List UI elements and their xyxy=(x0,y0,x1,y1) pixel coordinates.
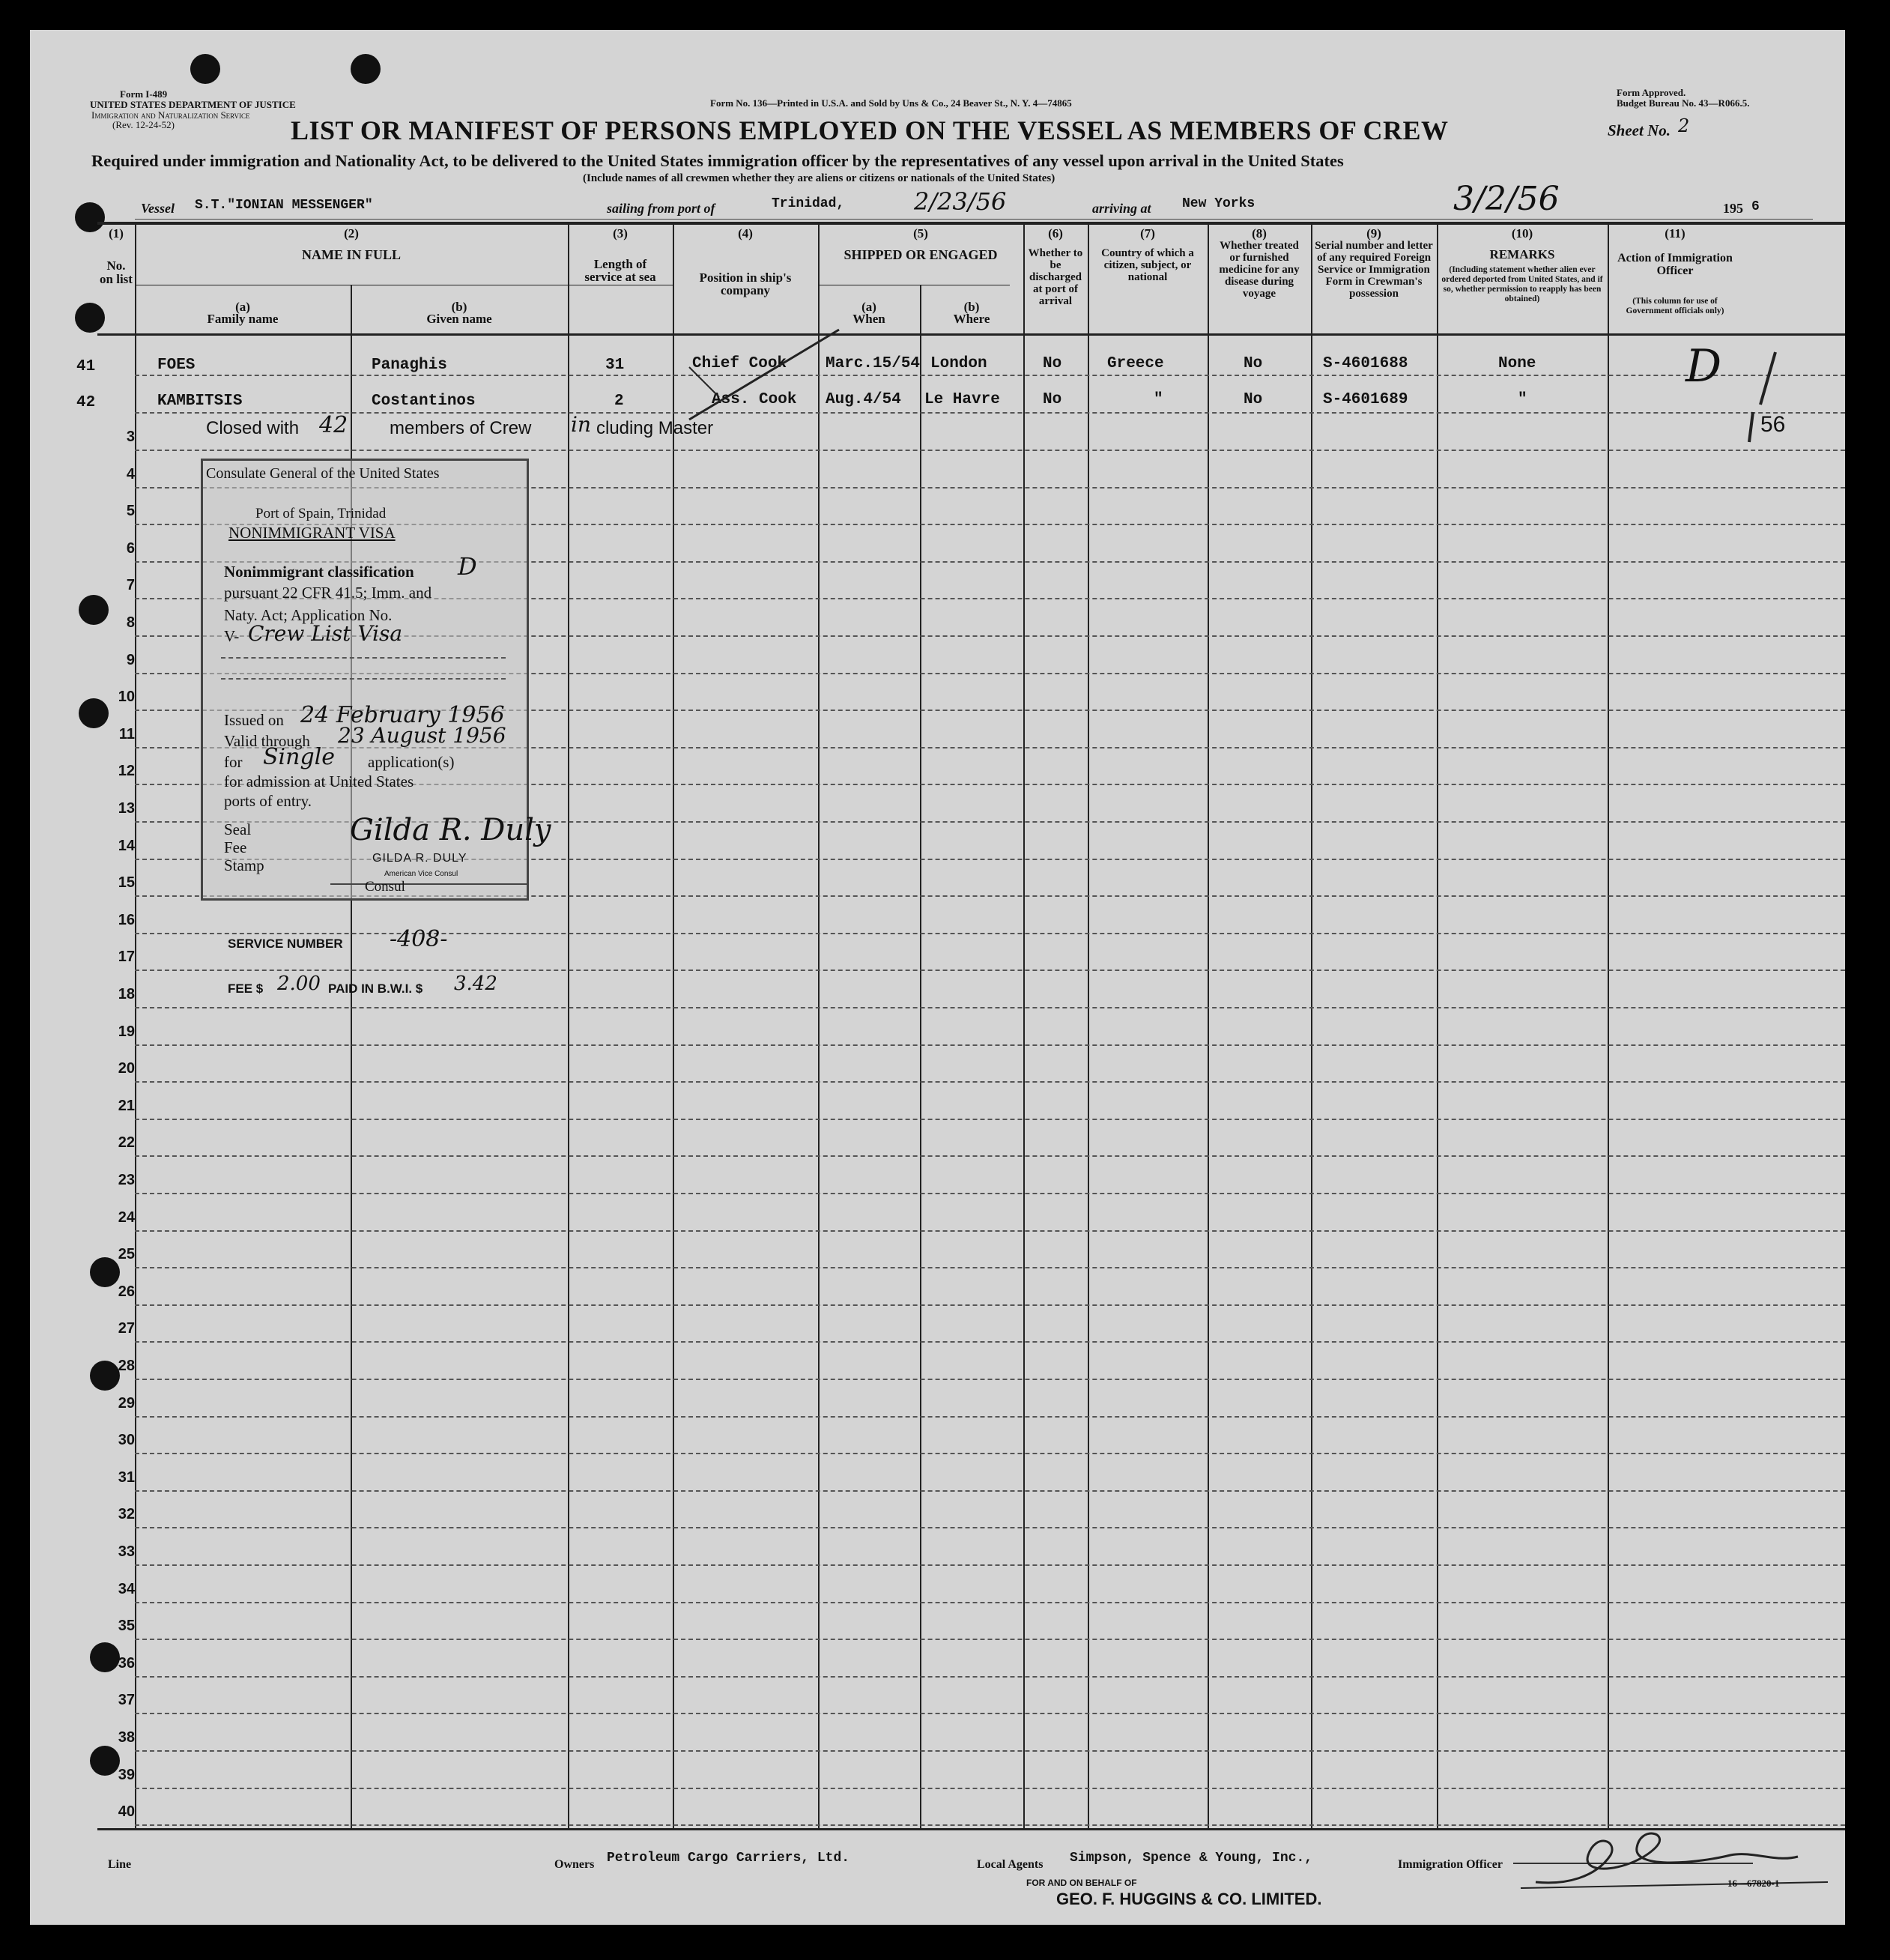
manifest-sheet xyxy=(30,30,1845,1925)
shipped-where: Le Havre xyxy=(924,391,1000,408)
position: Chief Cook xyxy=(692,355,787,372)
col-divider xyxy=(1311,222,1312,1830)
row-rule xyxy=(135,1490,1845,1492)
consul-title: American Vice Consul xyxy=(384,870,458,878)
printer-note: Form No. 136—Printed in U.S.A. and Sold by Uns & Co., 24 Beaver St., N. Y. 4—74865 xyxy=(710,97,1072,109)
footer-officer-label: Immigration Officer xyxy=(1398,1858,1503,1871)
col-divider xyxy=(920,285,921,1830)
row-rule xyxy=(135,1527,1845,1528)
closing-prefix: Closed with xyxy=(206,418,300,438)
row-number: 23 xyxy=(118,1172,135,1188)
officer-initial: D xyxy=(1685,340,1722,393)
row-number: 7 xyxy=(126,577,135,593)
paid-value: 3.42 xyxy=(454,973,497,995)
stamp-class-label: Nonimmigrant classification xyxy=(224,563,414,581)
row-number: 33 xyxy=(118,1543,135,1560)
row-rule xyxy=(135,1788,1845,1789)
row-number: 15 xyxy=(118,874,135,891)
row-rule xyxy=(135,970,1845,971)
col2a-num: (a) xyxy=(235,300,250,314)
col8-label: Whether treated or furnished medicine for any disease during voyage xyxy=(1219,240,1300,300)
col4-num: (4) xyxy=(738,226,753,241)
col3-num: (3) xyxy=(613,226,628,241)
row-number: 18 xyxy=(118,986,135,1002)
service: Immigration and Naturalization Service xyxy=(91,109,250,121)
row-rule xyxy=(135,450,1845,451)
col3-label: Length of service at sea xyxy=(584,257,656,284)
footer-owners-label: Owners xyxy=(554,1858,595,1871)
pen-stroke xyxy=(674,315,854,435)
row-number: 12 xyxy=(118,763,135,779)
col5a-label: When xyxy=(852,312,885,326)
row-rule xyxy=(135,375,1845,376)
stamp-issued-value: 24 February 1956 xyxy=(300,702,505,728)
closing-count: 42 xyxy=(319,412,348,438)
row-number: 28 xyxy=(118,1358,135,1374)
row-rule xyxy=(135,1602,1845,1603)
given-name: Costantinos xyxy=(372,393,476,410)
sheet-number: 2 xyxy=(1678,115,1690,136)
footer-agents: Simpson, Spence & Young, Inc., xyxy=(1070,1851,1313,1866)
col6-label: Whether to be discharged at port of arrival xyxy=(1028,247,1083,307)
sailing-date: 2/23/56 xyxy=(914,187,1007,216)
punch-hole xyxy=(75,303,105,333)
col-divider xyxy=(1608,222,1609,1830)
col10-note: (Including statement whether alien ever ordered deported from United States, and if so, whether permission to reapply has been obtained) xyxy=(1441,265,1603,303)
page-title: LIST OR MANIFEST OF PERSONS EMPLOYED ON THE VESSEL AS MEMBERS OF CREW xyxy=(291,115,1449,145)
row-number: 31 xyxy=(118,1469,135,1486)
col11-note: (This column for use of Government officials only) xyxy=(1626,297,1724,315)
row-rule xyxy=(135,1676,1845,1678)
sailing-port: Trinidad, xyxy=(772,196,845,211)
fee-value: 2.00 xyxy=(277,973,321,995)
row-number: 27 xyxy=(118,1320,135,1337)
stamp-v-label: V- xyxy=(224,627,240,645)
stamp-act: Naty. Act; Application No. xyxy=(224,606,393,624)
col-divider xyxy=(1023,222,1025,1830)
row-rule xyxy=(135,1341,1845,1343)
year-prefix: 195 xyxy=(1723,201,1743,216)
col2b-num: (b) xyxy=(451,300,467,314)
stamp-seal: Seal xyxy=(224,820,252,838)
shipped-when: Aug.4/54 xyxy=(826,391,901,408)
col2-label: NAME IN FULL xyxy=(301,247,401,262)
row-rule xyxy=(135,1564,1845,1566)
stamp-issued-label: Issued on xyxy=(224,711,284,729)
discharge: No xyxy=(1043,391,1062,408)
row-number: 40 xyxy=(118,1803,135,1820)
sailing-label: sailing from port of xyxy=(607,201,715,216)
row-rule xyxy=(135,1267,1845,1268)
consul-name: GILDA R. DULY xyxy=(372,852,467,865)
row-rule xyxy=(135,1119,1845,1120)
col1-label: No. on list xyxy=(100,258,133,286)
stamp-divider xyxy=(221,678,506,680)
stamp-stamp: Stamp xyxy=(224,856,264,874)
col4-label: Position in ship's company xyxy=(699,270,792,297)
stamp-v-value: Crew List Visa xyxy=(248,621,403,646)
row-rule xyxy=(135,1750,1845,1752)
col10-num: (10) xyxy=(1511,226,1533,241)
row-rule xyxy=(135,1304,1845,1306)
row-number: 11 xyxy=(118,726,135,742)
row-number: 37 xyxy=(118,1692,135,1708)
given-name: Panaghis xyxy=(372,357,447,374)
stamp-title: NONIMMIGRANT VISA xyxy=(228,524,396,542)
col-divider xyxy=(568,222,569,1830)
closing-mid: members of Crew xyxy=(390,418,532,438)
row-number: 22 xyxy=(118,1134,135,1151)
row-number: 25 xyxy=(118,1246,135,1262)
row-rule xyxy=(135,1230,1845,1232)
stamp-fee: Fee xyxy=(224,838,247,856)
fee-label: FEE $ xyxy=(228,981,264,996)
consul-signature: Gilda R. Duly xyxy=(350,813,551,847)
col5b-label: Where xyxy=(953,312,990,326)
col2a-label: Family name xyxy=(207,312,279,326)
col10-label: REMARKS xyxy=(1489,247,1555,261)
row-number: 20 xyxy=(118,1060,135,1077)
vessel-name: S.T."IONIAN MESSENGER" xyxy=(195,198,373,213)
closing-suffix: cluding Master xyxy=(596,418,714,438)
row-rule xyxy=(135,1713,1845,1714)
row-number: 30 xyxy=(118,1432,135,1448)
list-number: 42 xyxy=(76,394,96,411)
service-length: 2 xyxy=(614,393,624,410)
stamp-port: Port of Spain, Trinidad xyxy=(255,506,387,521)
arriving-label: arriving at xyxy=(1092,201,1151,216)
stamp-pursuant: pursuant 22 CFR 41.5; Imm. and xyxy=(224,584,432,602)
footer-form-code: 16—67820-1 xyxy=(1727,1878,1780,1889)
table-top-border xyxy=(97,222,1845,225)
row-number: 9 xyxy=(126,652,135,668)
col11-num: (11) xyxy=(1665,226,1685,241)
sheet-label: Sheet No. xyxy=(1608,121,1671,139)
table-header-bottom xyxy=(97,333,1845,336)
row-number: 34 xyxy=(118,1581,135,1597)
consular-visa-stamp xyxy=(201,459,551,901)
footer-agents-label: Local Agents xyxy=(977,1858,1044,1871)
stamp-admission: for admission at United States xyxy=(224,772,414,790)
row-number: 10 xyxy=(118,689,135,705)
row-rule xyxy=(135,1155,1845,1157)
service-number-value: -408- xyxy=(390,926,448,952)
row-number: 17 xyxy=(118,949,135,965)
include-note: (Include names of all crewmen whether they are aliens or citizens or nationals of the United States) xyxy=(583,172,1055,184)
vessel-label: Vessel xyxy=(141,201,175,216)
row-rule xyxy=(135,1453,1845,1454)
stamp-for-label: for xyxy=(224,753,243,771)
position: Ass. Cook xyxy=(712,391,797,408)
paid-label: PAID IN B.W.I. $ xyxy=(328,981,423,996)
stamp-class-value: D xyxy=(458,552,477,581)
stamp-valid-label: Valid through xyxy=(224,732,310,750)
row-rule xyxy=(135,1193,1845,1194)
col9-label: Serial number and letter of any required Foreign Service or Immigration Form in Crewman's possession xyxy=(1315,240,1433,300)
family-name: FOES xyxy=(157,357,196,374)
col-divider xyxy=(135,222,136,1830)
col7-num: (7) xyxy=(1140,226,1155,241)
vessel-underline xyxy=(135,219,1813,220)
serial-number: S-4601688 xyxy=(1323,355,1408,372)
stamp-divider xyxy=(221,657,506,659)
medicine: No xyxy=(1244,391,1263,408)
row-number: 24 xyxy=(118,1209,135,1226)
footer-company: GEO. F. HUGGINS & CO. LIMITED. xyxy=(1056,1890,1322,1908)
row-rule xyxy=(135,1416,1845,1418)
row-rule xyxy=(135,1379,1845,1380)
budget-bureau: Budget Bureau No. 43—R066.5. xyxy=(1617,97,1750,109)
col1-num: (1) xyxy=(109,226,124,241)
col5b-num: (b) xyxy=(963,300,980,314)
row-rule xyxy=(135,412,1845,414)
shipped-when: Marc.15/54 xyxy=(826,355,921,372)
discharge: No xyxy=(1043,355,1062,372)
row-number: 13 xyxy=(118,800,135,817)
row-number: 32 xyxy=(118,1506,135,1522)
form-approved: Form Approved. xyxy=(1617,87,1686,98)
row-rule xyxy=(135,1081,1845,1083)
col8-num: (8) xyxy=(1252,226,1267,241)
year-suffix: 6 xyxy=(1751,199,1760,214)
shipped-where: London xyxy=(930,355,987,372)
remarks: None xyxy=(1498,355,1536,372)
revision: (Rev. 12-24-52) xyxy=(112,119,175,130)
stamp-application: application(s) xyxy=(368,753,455,771)
row-number: 19 xyxy=(118,1023,135,1040)
row-number: 14 xyxy=(118,838,135,854)
stamp-for-value: Single xyxy=(263,744,336,770)
serial-number: S-4601689 xyxy=(1323,391,1408,408)
country: " xyxy=(1154,391,1163,408)
row-rule xyxy=(135,1044,1845,1046)
row-rule xyxy=(135,1639,1845,1640)
list-number: 41 xyxy=(76,358,96,375)
stamp-valid-value: 23 August 1956 xyxy=(338,723,506,748)
punch-hole xyxy=(190,54,220,84)
margin-number: 56 xyxy=(1760,412,1786,437)
footer-behalf: FOR AND ON BEHALF OF xyxy=(1026,1878,1137,1888)
arriving-port: New Yorks xyxy=(1182,196,1256,211)
row-number: 39 xyxy=(118,1767,135,1783)
col-divider xyxy=(1088,222,1089,1830)
form-id: Form I-489 xyxy=(120,88,168,100)
row-number: 6 xyxy=(126,540,135,557)
row-number: 8 xyxy=(126,614,135,631)
row-number: 36 xyxy=(118,1655,135,1672)
stamp-consul: Consul xyxy=(365,879,405,895)
col11-label: Action of Immigration Officer xyxy=(1617,252,1733,277)
family-name: KAMBITSIS xyxy=(157,393,243,410)
col2-num: (2) xyxy=(344,226,359,241)
col-divider xyxy=(673,222,674,1830)
row-number: 5 xyxy=(126,503,135,519)
row-number: 21 xyxy=(118,1098,135,1114)
officer-signature xyxy=(1506,1810,1835,1900)
col-divider xyxy=(1437,222,1438,1830)
col6-num: (6) xyxy=(1048,226,1063,241)
footer-owners: Petroleum Cargo Carriers, Ltd. xyxy=(607,1851,850,1866)
service-length: 31 xyxy=(605,357,625,374)
row-number: 35 xyxy=(118,1618,135,1634)
col-divider xyxy=(1208,222,1209,1830)
row-number: 16 xyxy=(118,912,135,928)
closing-in: in xyxy=(571,412,591,437)
row-number: 4 xyxy=(126,466,135,483)
col-divider xyxy=(818,222,820,1830)
footer-line-label: Line xyxy=(108,1858,132,1871)
col5-num: (5) xyxy=(913,226,928,241)
service-number-label: SERVICE NUMBER xyxy=(228,937,343,951)
col9-num: (9) xyxy=(1366,226,1381,241)
col2b-label: Given name xyxy=(426,312,492,326)
col5-label: SHIPPED OR ENGAGED xyxy=(843,247,998,262)
row-number: 29 xyxy=(118,1395,135,1412)
remarks: " xyxy=(1518,391,1527,408)
punch-hole xyxy=(351,54,381,84)
arriving-date: 3/2/56 xyxy=(1453,180,1560,218)
country: Greece xyxy=(1107,355,1164,372)
medicine: No xyxy=(1244,355,1263,372)
row-number: 3 xyxy=(126,429,135,445)
row-number: 26 xyxy=(118,1283,135,1300)
col7-label: Country of which a citizen, subject, or national xyxy=(1101,247,1194,283)
consul-rule xyxy=(330,883,527,885)
subtitle: Required under immigration and Nationality Act, to be delivered to the United States immigration officer by the representatives of any vessel upon arrival in the United States xyxy=(91,151,1344,170)
col5a-num: (a) xyxy=(861,300,876,314)
row-number: 38 xyxy=(118,1729,135,1746)
row-rule xyxy=(135,1007,1845,1008)
stamp-consulate: Consulate General of the United States xyxy=(206,465,440,482)
stamp-ports: ports of entry. xyxy=(224,792,312,810)
department: UNITED STATES DEPARTMENT OF JUSTICE xyxy=(90,99,296,110)
